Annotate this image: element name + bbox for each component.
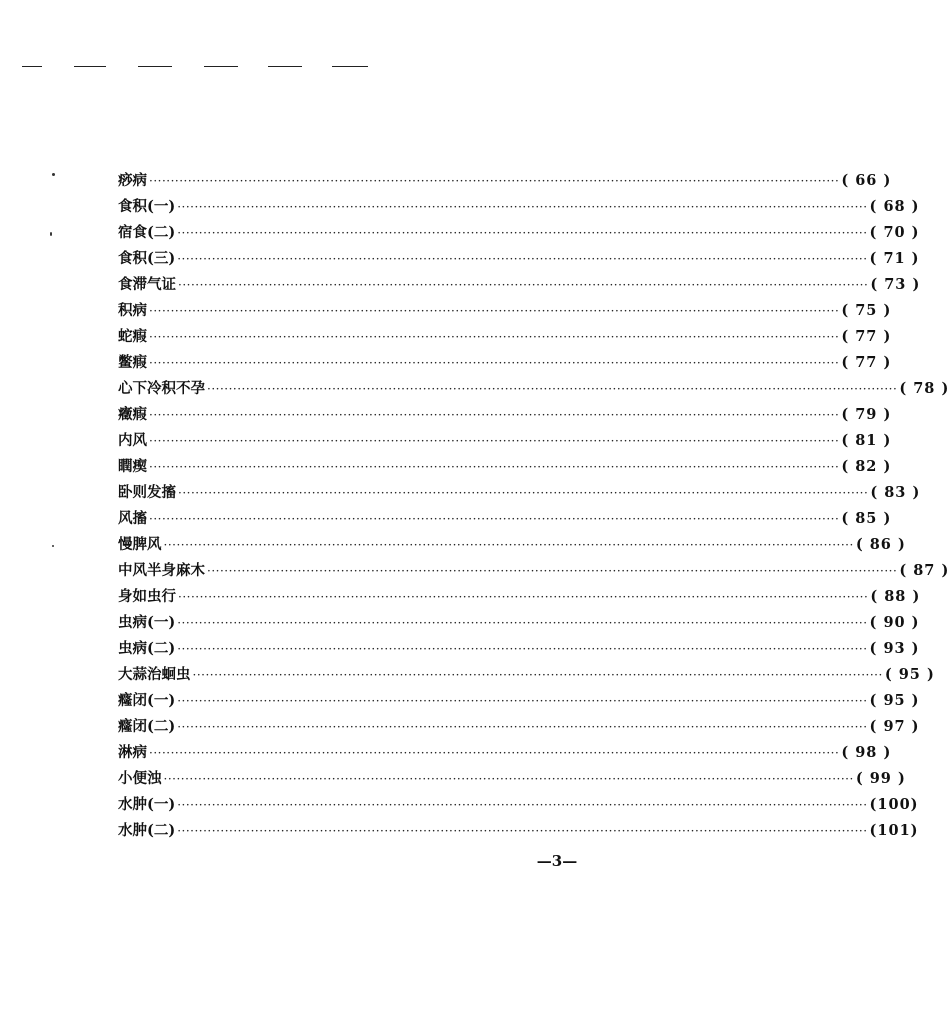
dot-leader: ································································································································································ bbox=[149, 408, 840, 422]
toc-entry bbox=[118, 662, 935, 688]
toc-entry bbox=[118, 168, 892, 194]
toc-entry-title: 癃闭(二) bbox=[118, 718, 176, 735]
header-rules bbox=[22, 66, 382, 70]
toc-entry bbox=[118, 636, 920, 662]
page-number: —3— bbox=[536, 852, 578, 870]
toc-entry-page: ( 71 ) bbox=[869, 250, 920, 267]
header-rule bbox=[204, 66, 238, 67]
toc-entry-title: 风搐 bbox=[118, 510, 147, 527]
toc-entry-title: 水肿(一) bbox=[118, 796, 176, 813]
toc-entry bbox=[118, 532, 906, 558]
toc-entry-page: ( 97 ) bbox=[869, 718, 920, 735]
dot-leader: ································································································································································ bbox=[178, 590, 869, 604]
header-rule bbox=[332, 66, 368, 67]
toc-entry bbox=[118, 688, 920, 714]
toc-entry-page: ( 85 ) bbox=[841, 510, 892, 527]
toc-entry-page: (101) bbox=[869, 822, 919, 839]
toc-entry-page: ( 90 ) bbox=[869, 614, 920, 631]
dot-leader: ································································································································································ bbox=[207, 382, 898, 396]
toc-entry-title: 淋病 bbox=[118, 744, 147, 761]
toc-entry bbox=[118, 480, 921, 506]
toc-entry-page: ( 98 ) bbox=[841, 744, 892, 761]
toc-entry bbox=[118, 402, 892, 428]
toc-entry bbox=[118, 220, 920, 246]
toc-entry-page: ( 78 ) bbox=[899, 380, 949, 397]
toc-entry-page: ( 93 ) bbox=[869, 640, 920, 657]
dot-leader: ································································································································································ bbox=[207, 564, 898, 578]
table-of-contents bbox=[118, 168, 949, 844]
toc-entry-page: ( 75 ) bbox=[841, 302, 892, 319]
dot-leader: ································································································································································ bbox=[177, 200, 868, 214]
dot-leader: ································································································································································ bbox=[178, 278, 869, 292]
dot-leader: ································································································································································ bbox=[149, 460, 840, 474]
toc-entry-title: 食滞气证 bbox=[118, 276, 176, 293]
toc-entry-title: 瞤瘈 bbox=[118, 458, 147, 475]
header-rule bbox=[138, 66, 172, 67]
dot-leader: ································································································································································ bbox=[178, 486, 869, 500]
toc-entry-page: ( 99 ) bbox=[855, 770, 906, 787]
toc-entry-page: ( 70 ) bbox=[869, 224, 920, 241]
dot-leader: ································································································································································ bbox=[163, 772, 854, 786]
toc-entry bbox=[118, 714, 920, 740]
toc-entry-title: 卧则发搐 bbox=[118, 484, 176, 501]
dot-leader: ································································································································································ bbox=[177, 616, 868, 630]
toc-entry-title: 中风半身麻木 bbox=[118, 562, 205, 579]
dot-leader: ································································································································································ bbox=[149, 746, 840, 760]
scan-speck bbox=[52, 545, 54, 547]
toc-entry-page: ( 88 ) bbox=[870, 588, 921, 605]
toc-entry-title: 鳖瘕 bbox=[118, 354, 147, 371]
toc-entry-title: 虫病(一) bbox=[118, 614, 176, 631]
header-rule bbox=[74, 66, 106, 67]
toc-entry-title: 痧病 bbox=[118, 172, 147, 189]
toc-entry-page: ( 66 ) bbox=[841, 172, 892, 189]
toc-entry-page: ( 68 ) bbox=[869, 198, 920, 215]
dot-leader: ································································································································································ bbox=[149, 304, 840, 318]
dot-leader: ································································································································································ bbox=[177, 226, 868, 240]
dot-leader: ································································································································································ bbox=[177, 694, 868, 708]
dot-leader: ································································································································································ bbox=[177, 824, 868, 838]
toc-entry-title: 心下冷积不孕 bbox=[118, 380, 205, 397]
toc-entry bbox=[118, 376, 949, 402]
toc-entry bbox=[118, 506, 892, 532]
toc-entry bbox=[118, 428, 892, 454]
toc-entry bbox=[118, 610, 920, 636]
toc-entry-page: ( 73 ) bbox=[870, 276, 921, 293]
toc-entry-title: 慢脾风 bbox=[118, 536, 162, 553]
dot-leader: ································································································································································ bbox=[192, 668, 883, 682]
header-rule bbox=[268, 66, 302, 67]
dot-leader: ································································································································································ bbox=[149, 330, 840, 344]
toc-entry bbox=[118, 272, 921, 298]
toc-entry bbox=[118, 324, 892, 350]
dot-leader: ································································································································································ bbox=[177, 720, 868, 734]
dot-leader: ································································································································································ bbox=[163, 538, 854, 552]
toc-entry-page: ( 86 ) bbox=[855, 536, 906, 553]
toc-entry-title: 积病 bbox=[118, 302, 147, 319]
toc-entry-page: ( 82 ) bbox=[841, 458, 892, 475]
toc-entry bbox=[118, 454, 892, 480]
dot-leader: ································································································································································ bbox=[149, 174, 840, 188]
dot-leader: ································································································································································ bbox=[177, 252, 868, 266]
toc-entry-title: 水肿(二) bbox=[118, 822, 176, 839]
toc-entry bbox=[118, 558, 949, 584]
toc-entry-page: ( 81 ) bbox=[841, 432, 892, 449]
scan-speck bbox=[50, 232, 52, 236]
toc-entry-title: 食积(一) bbox=[118, 198, 176, 215]
dot-leader: ································································································································································ bbox=[149, 512, 840, 526]
toc-entry-title: 小便浊 bbox=[118, 770, 162, 787]
toc-entry-title: 大蒜治蛔虫 bbox=[118, 666, 191, 683]
toc-entry-title: 身如虫行 bbox=[118, 588, 176, 605]
toc-entry bbox=[118, 246, 920, 272]
dot-leader: ································································································································································ bbox=[177, 642, 868, 656]
toc-entry-title: 癥瘕 bbox=[118, 406, 147, 423]
toc-entry-title: 虫病(二) bbox=[118, 640, 176, 657]
toc-entry bbox=[118, 766, 906, 792]
toc-entry bbox=[118, 584, 921, 610]
toc-entry-title: 宿食(二) bbox=[118, 224, 176, 241]
toc-entry-page: ( 77 ) bbox=[841, 328, 892, 345]
toc-entry-page: ( 77 ) bbox=[841, 354, 892, 371]
toc-entry-page: ( 83 ) bbox=[870, 484, 921, 501]
toc-entry bbox=[118, 792, 919, 818]
dot-leader: ································································································································································ bbox=[149, 434, 840, 448]
toc-entry bbox=[118, 298, 892, 324]
toc-entry-title: 食积(三) bbox=[118, 250, 176, 267]
dot-leader: ································································································································································ bbox=[177, 798, 868, 812]
toc-entry-page: ( 95 ) bbox=[884, 666, 935, 683]
toc-entry bbox=[118, 740, 892, 766]
toc-entry-page: ( 95 ) bbox=[869, 692, 920, 709]
toc-entry bbox=[118, 194, 920, 220]
toc-entry-title: 癃闭(一) bbox=[118, 692, 176, 709]
header-rule bbox=[22, 66, 42, 67]
scan-speck bbox=[52, 173, 55, 176]
toc-entry bbox=[118, 350, 892, 376]
toc-entry bbox=[118, 818, 919, 844]
toc-entry-page: (100) bbox=[869, 796, 919, 813]
toc-entry-title: 蛇瘕 bbox=[118, 328, 147, 345]
dot-leader: ································································································································································ bbox=[149, 356, 840, 370]
toc-entry-page: ( 87 ) bbox=[899, 562, 949, 579]
toc-entry-page: ( 79 ) bbox=[841, 406, 892, 423]
toc-entry-title: 内风 bbox=[118, 432, 147, 449]
